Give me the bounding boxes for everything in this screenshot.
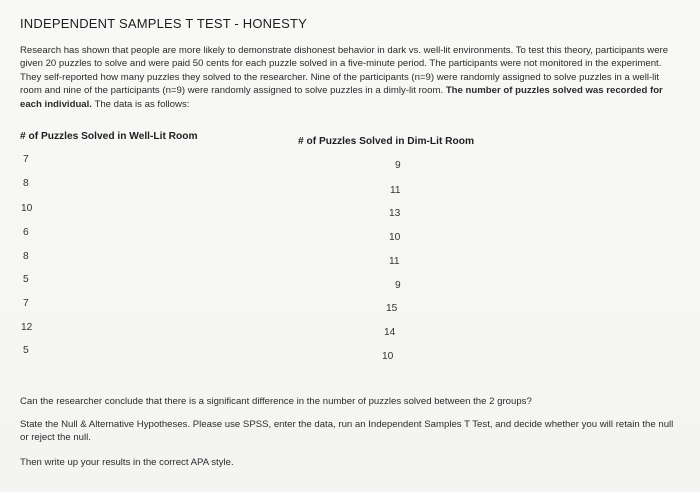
well-lit-value: 8 [23,251,29,262]
intro-text: Research has shown that people are more likely to demonstrate dishonest behavior in dark vs. well-lit environments. To test this theory, participants were given 20 puzzles to solve and were paid 50 cents for each puzzle solved in a five-minute period. The participants were not monitored in the experiment. They self-reported how many puzzles they solved to the researcher. Nine of the participants (n=9) were randomly assigned to solve puzzles in a well-lit room and nine of the participants (n=9) were randomly assigned to solve puzzles in a dimly-lit room. [20,45,669,97]
dim-lit-value: 10 [389,232,401,243]
dim-lit-value: 9 [395,160,401,171]
page-title: INDEPENDENT SAMPLES T TEST - HONESTY [20,16,308,31]
well-lit-value: 8 [23,178,29,189]
intro-text-end: The data is as follows: [94,98,190,110]
well-lit-value: 6 [23,227,29,238]
well-lit-value: 7 [23,298,29,309]
question-apa: Then write up your results in the correct APA style. [20,457,234,468]
dim-lit-value: 13 [389,208,401,219]
dim-lit-column-header: # of Puzzles Solved in Dim-Lit Room [298,136,475,147]
well-lit-value: 5 [23,345,29,356]
well-lit-value: 12 [21,322,33,333]
intro-paragraph [20,44,680,111]
intro-bold-text: The number of puzzles solved was recorded for each individual. [20,85,663,110]
well-lit-value: 10 [21,203,33,214]
well-lit-value: 5 [23,274,29,285]
dim-lit-value: 11 [390,185,401,196]
dim-lit-value: 9 [395,280,401,291]
question-hypotheses: State the Null & Alternative Hypotheses. Please use SPSS, enter the data, run an Independent Samples T Test, and decide whether you will retain the null or reject the null. [20,419,674,444]
dim-lit-value: 14 [384,327,396,338]
dim-lit-value: 10 [382,351,394,362]
question-significance: Can the researcher conclude that there is a significant difference in the number of puzzles solved between the 2 groups? [20,396,532,407]
well-lit-value: 7 [23,154,29,165]
dim-lit-value: 15 [386,303,398,314]
dim-lit-value: 11 [389,256,400,267]
well-lit-column-header: # of Puzzles Solved in Well-Lit Room [20,131,198,142]
